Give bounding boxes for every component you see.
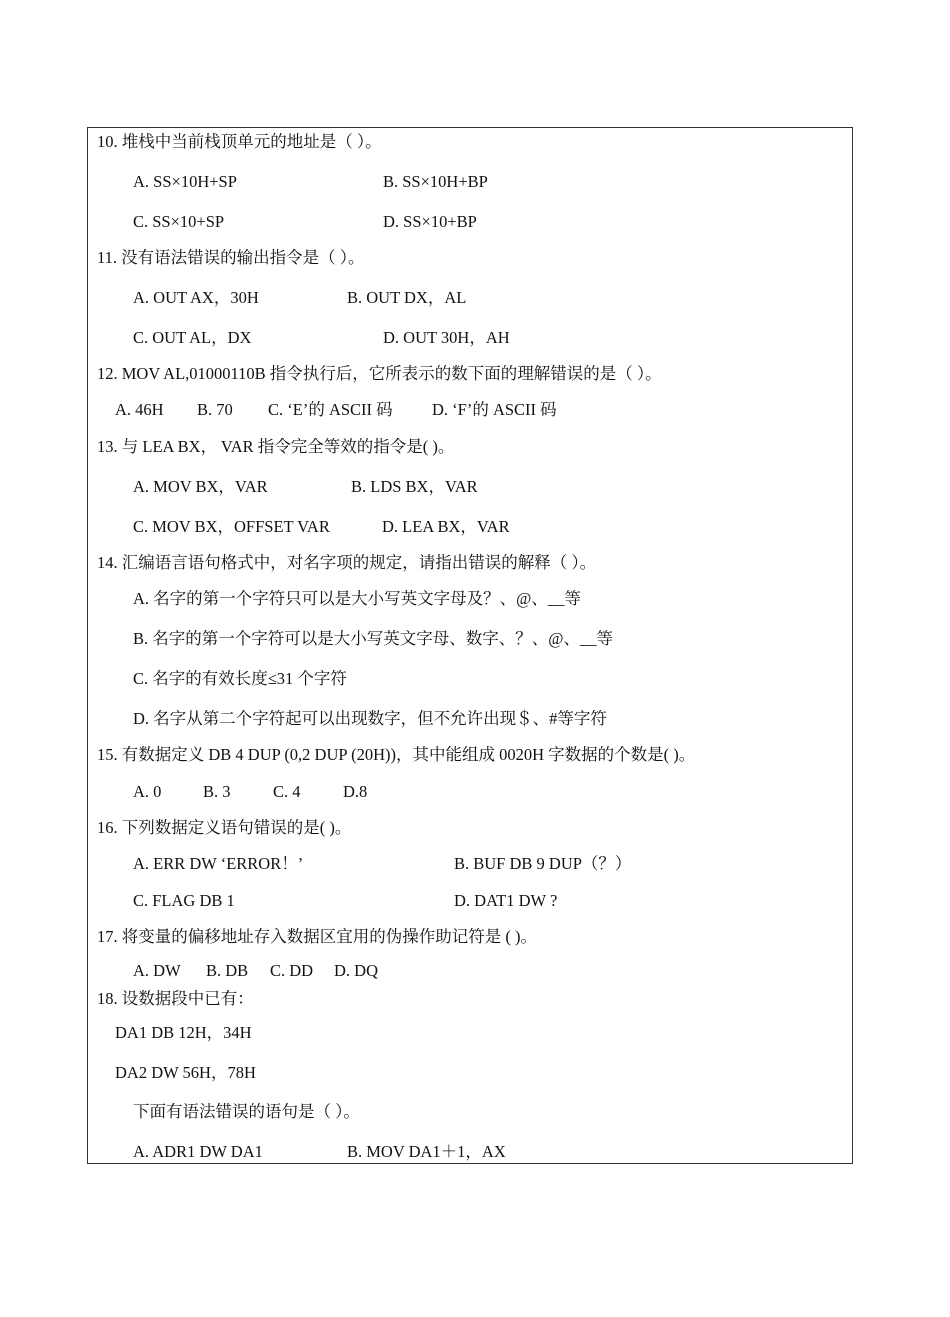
q12-option-a: A. 46H <box>115 400 164 419</box>
q13-option-d: D. LEA BX，VAR <box>382 517 510 536</box>
question-11-stem: 11. 没有语法错误的输出指令是（ ）。 <box>97 248 365 267</box>
q16-option-b: B. BUF DB 9 DUP（？） <box>454 854 632 873</box>
q18-code-line-1: DA1 DB 12H，34H <box>115 1023 252 1042</box>
q14-option-a: A. 名字的第一个字符只可以是大小写英文字母及？、@、__等 <box>133 589 581 608</box>
q18-code-line-2: DA2 DW 56H，78H <box>115 1063 256 1082</box>
q15-option-d: D.8 <box>343 782 368 801</box>
q14-option-b: B. 名字的第一个字符可以是大小写英文字母、数字、？、@、__等 <box>133 629 613 648</box>
question-14-stem: 14. 汇编语言语句格式中，对名字项的规定，请指出错误的解释（ ）。 <box>97 553 597 572</box>
q10-option-b: B. SS×10H+BP <box>383 172 488 191</box>
question-13-stem: 13. 与 LEA BX， VAR 指令完全等效的指令是( )。 <box>97 437 455 456</box>
q15-option-a: A. 0 <box>133 782 162 801</box>
question-12-stem: 12. MOV AL,01000110B 指令执行后，它所表示的数下面的理解错误的是（ ）。 <box>97 364 662 383</box>
q15-option-c: C. 4 <box>273 782 301 801</box>
q16-option-d: D. DAT1 DW ? <box>454 891 558 910</box>
q11-option-b: B. OUT DX，AL <box>347 288 467 307</box>
q10-option-c: C. SS×10+SP <box>133 212 225 231</box>
q14-option-c: C. 名字的有效长度≤31 个字符 <box>133 669 347 688</box>
question-17-stem: 17. 将变量的偏移地址存入数据区宜用的伪操作助记符是 ( )。 <box>97 927 537 946</box>
q16-option-c: C. FLAG DB 1 <box>133 891 235 910</box>
q11-option-c: C. OUT AL，DX <box>133 328 252 347</box>
q11-option-a: A. OUT AX，30H <box>133 288 259 307</box>
q12-option-b: B. 70 <box>197 400 233 419</box>
question-18-stem: 18. 设数据段中已有： <box>97 989 254 1008</box>
q12-option-d: D. ‘F’的 ASCII 码 <box>432 400 557 419</box>
question-10-stem: 10. 堆栈中当前栈顶单元的地址是（ ）。 <box>97 132 382 151</box>
q18-prompt: 下面有语法错误的语句是（ ）。 <box>133 1102 360 1121</box>
q10-option-a: A. SS×10H+SP <box>133 172 237 191</box>
q13-option-b: B. LDS BX，VAR <box>351 477 478 496</box>
q13-option-a: A. MOV BX，VAR <box>133 477 268 496</box>
q18-option-b: B. MOV DA1＋1，AX <box>347 1142 506 1161</box>
q11-option-d: D. OUT 30H，AH <box>383 328 510 347</box>
q12-option-c: C. ‘E’的 ASCII 码 <box>268 400 393 419</box>
q16-option-a: A. ERR DW ‘ERROR！’ <box>133 854 304 873</box>
question-16-stem: 16. 下列数据定义语句错误的是( )。 <box>97 818 352 837</box>
q17-option-d: D. DQ <box>334 961 378 980</box>
q17-option-b: B. DB <box>206 961 249 980</box>
q17-option-c: C. DD <box>270 961 314 980</box>
q13-option-c: C. MOV BX，OFFSET VAR <box>133 517 330 536</box>
q10-option-d: D. SS×10+BP <box>383 212 477 231</box>
q15-option-b: B. 3 <box>203 782 231 801</box>
q14-option-d: D. 名字从第二个字符起可以出现数字，但不允许出现＄、#等字符 <box>133 709 607 728</box>
question-15-stem: 15. 有数据定义 DB 4 DUP (0,2 DUP (20H))，其中能组成 0020H 字数据的个数是( )。 <box>97 745 696 764</box>
q18-option-a: A. ADR1 DW DA1 <box>133 1142 263 1161</box>
q17-option-a: A. DW <box>133 961 181 980</box>
